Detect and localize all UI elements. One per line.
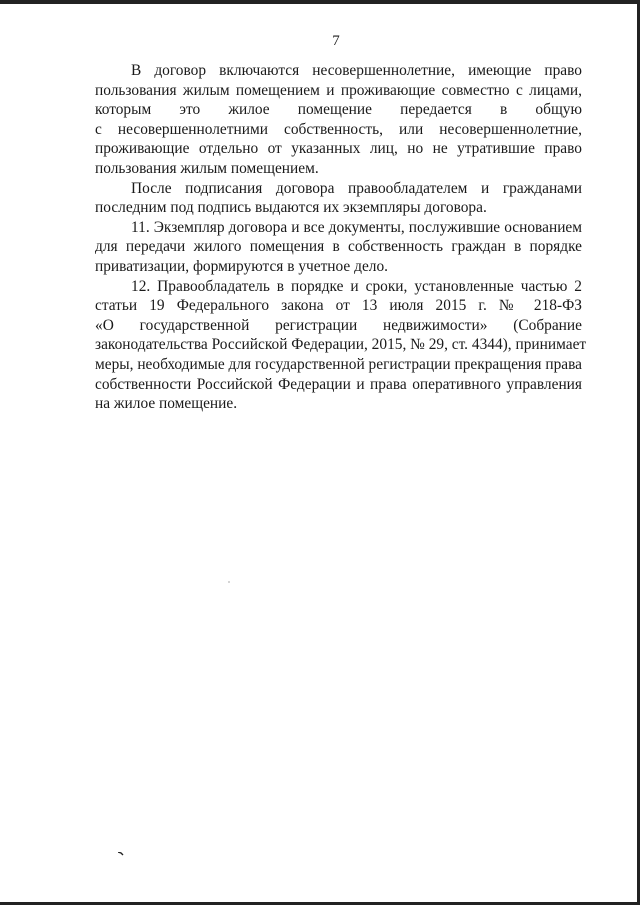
text-line: для передачи жилого помещения в собственность граждан в порядке — [95, 238, 582, 256]
text-line: пользования жилым помещением. — [95, 159, 319, 177]
text-line: последним под подпись выдаются их экземпляры договора. — [95, 199, 487, 217]
scan-border-top — [0, 0, 640, 4]
paragraph-item-12 — [95, 277, 587, 414]
text-line: «О государственной регистрации недвижимости» (Собрание — [95, 316, 582, 334]
text-line: В договор включаются несовершеннолетние, имеющие право — [131, 62, 582, 79]
page-number: 7 — [332, 33, 340, 49]
text-line: После подписания договора правообладателем и гражданами — [131, 179, 582, 197]
text-line: законодательства Российской Федерации, 2015, № 29, ст. 4344), принимает — [95, 336, 587, 354]
text-line: пользования жилым помещением и проживающие совместно с лицами, — [95, 81, 582, 99]
scan-mark — [118, 852, 124, 856]
text-line: собственности Российской Федерации и права оперативного управления — [95, 375, 582, 393]
paragraph-item-11 — [95, 218, 582, 277]
text-line: статьи 19 Федерального закона от 13 июля 2015 г. № 218-ФЗ — [95, 297, 582, 315]
text-line: меры, необходимые для государственной регистрации прекращения права — [95, 355, 582, 373]
text-line: 12. Правообладатель в порядке и сроки, установленные частью 2 — [131, 277, 582, 295]
paragraph-after-signing — [95, 179, 582, 218]
paragraph-minors-included — [95, 61, 582, 179]
text-line: на жилое помещение. — [95, 395, 238, 413]
scan-speck — [228, 581, 230, 583]
text-line: проживающие отдельно от указанных лиц, но не утратившие право — [95, 140, 582, 158]
text-line: которым это жилое помещение передается в общую — [95, 101, 582, 119]
text-line: 11. Экземпляр договора и все документы, послужившие основанием — [131, 218, 582, 236]
text-line: с несовершеннолетними собственность, или несовершеннолетние, — [95, 120, 582, 138]
document-body — [95, 61, 587, 414]
text-line: приватизации, формируются в учетное дело. — [95, 257, 388, 275]
